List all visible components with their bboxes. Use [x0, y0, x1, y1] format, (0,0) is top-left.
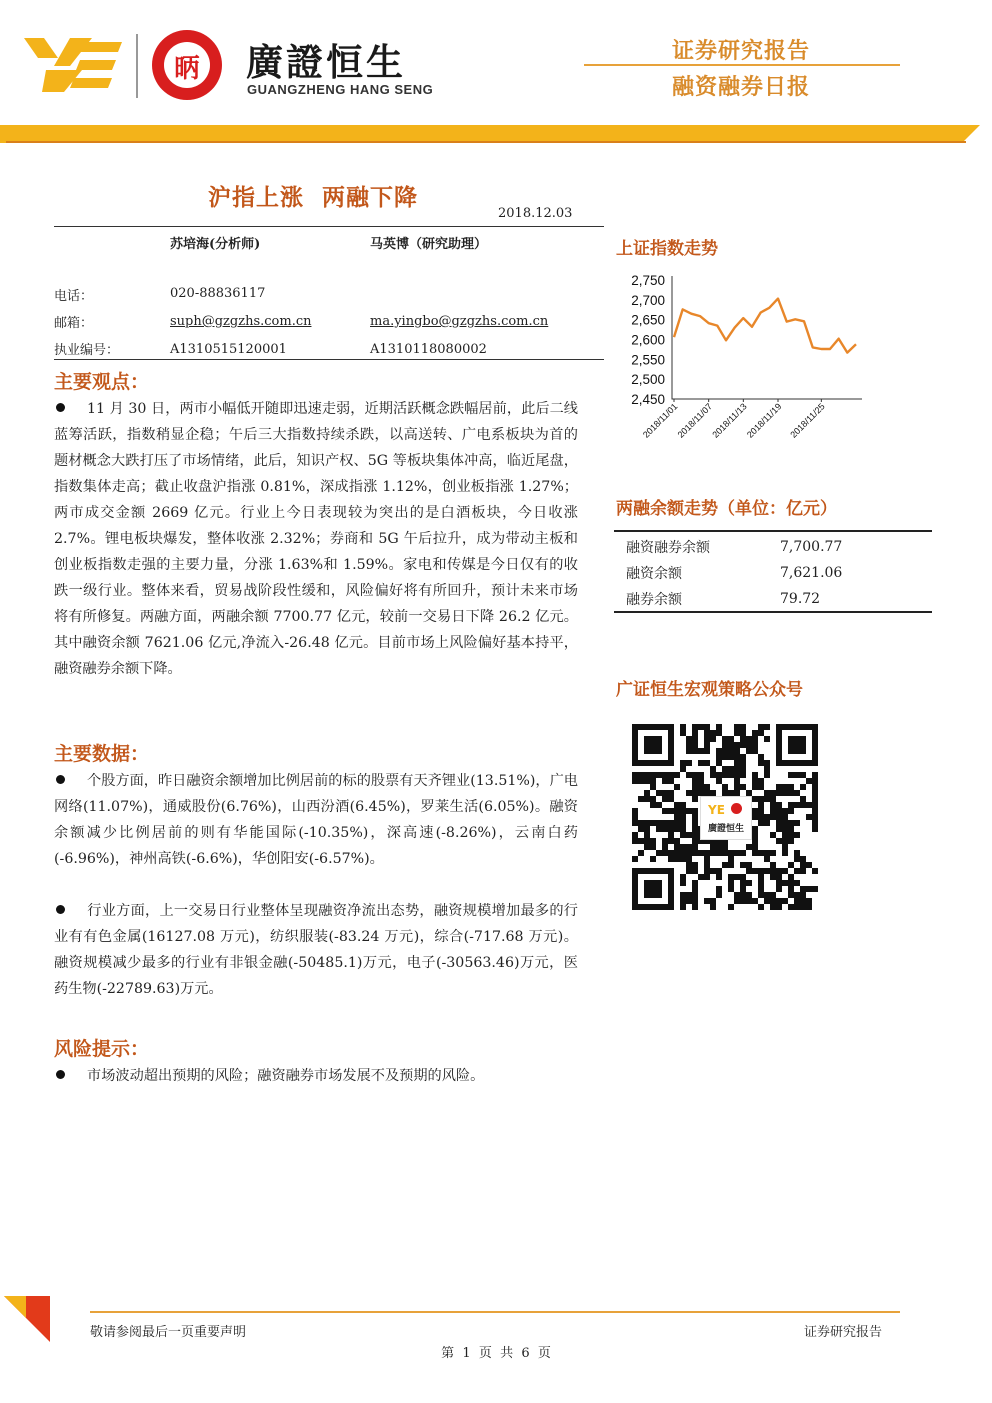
- seal-char: 昞: [173, 54, 200, 84]
- balance-value: 79.72: [780, 591, 821, 607]
- views-heading: 主要观点：: [54, 371, 150, 393]
- header-rule: [584, 64, 900, 66]
- balance-value: 7,621.06: [780, 565, 843, 581]
- x-tick-label: 2018/11/01: [640, 401, 680, 440]
- bullet-icon: [56, 905, 65, 914]
- y-tick-label: 2,650: [631, 312, 665, 328]
- chart-heading: 上证指数走势: [616, 239, 718, 259]
- brand-name-en: GUANGZHENG HANG SENG: [247, 82, 434, 97]
- views-text: 11 月 30 日，两市小幅低开随即迅速走弱，近期活跃概念跌幅居前，此后二线蓝筹活跃，指数稍显企稳；午后三大指数持续杀跌，以高送转、广电系板块为首的题材概念大跌打压了市场情绪，此后，知识产权、5G 等板块集体冲高，临近尾盘，指数集体走高；截止收盘沪指涨 0.81%，深成指涨 1.12%，创业板指涨 1.27%；两市成交金额 2669 亿元。行业上今日表现较为突出的是白酒板块，今日收涨 2.7%。锂电板块爆发，整体收涨 2.32%；券商和 5G 午后拉升，成为带动主板和创业板指数走强的主要力量，分涨 1.63%和 1.59%。家电和传媒是今日仅有的收跌一级行业。整体来看，贸易战阶段性缓和，风险偏好将有所回升，预计未来市场将有所修复。两融方面，两融余额 7700.77 亿元，较前一交易日下降 26.2 亿元。其中融资余额 7621.06 亿元,净流入-26.48 亿元。目前市场上风险偏好基本持平，融资融券余额下降。: [54, 401, 578, 677]
- balance-table-top-rule: [614, 530, 932, 532]
- y-tick-label: 2,500: [631, 372, 665, 388]
- data-paragraph-stocks: [54, 768, 578, 872]
- balance-value: 7,700.77: [780, 539, 843, 555]
- bullet-icon: [56, 1070, 65, 1079]
- author-analyst: 苏培海(分析师): [170, 237, 261, 252]
- risk-text: 市场波动超出预期的风险；融资融券市场发展不及预期的风险。: [87, 1068, 485, 1084]
- footer-corner-accent: [4, 1296, 26, 1318]
- brand-name-cn: 廣證恒生: [246, 41, 406, 84]
- qr-code-icon: [632, 724, 818, 910]
- y-tick-label: 2,550: [631, 352, 665, 368]
- header-band: [0, 125, 992, 147]
- footer-right: 证券研究报告: [804, 1325, 883, 1340]
- table-row: [626, 560, 842, 586]
- bullet-icon: [56, 775, 65, 784]
- qr-brand-text: 廣證恒生: [707, 824, 744, 834]
- risk-paragraph: [54, 1063, 578, 1089]
- balance-heading: 两融余额走势（单位：亿元）: [616, 499, 837, 519]
- balance-label: 融券余额: [626, 592, 682, 608]
- bullet-icon: [56, 403, 65, 412]
- balance-table-bottom-rule: [614, 611, 932, 613]
- header-divider: [136, 34, 138, 98]
- gzhs-logo-icon: [24, 36, 122, 94]
- x-tick-label: 2018/11/07: [675, 401, 715, 440]
- y-tick-label: 2,750: [631, 273, 665, 288]
- data-text-industry: 行业方面，上一交易日行业整体呈现融资净流出态势，融资规模增加最多的行业有有色金属(16127.08 万元)，纺织服装(-83.24 万元)，综合(-717.68 万元)。融资规模减少最多的行业有非银金融(-50485.1)万元，电子(-30563.46)万元，医药生物(-22789.63)万元。: [54, 903, 578, 997]
- qr-center-logo: YE 廣證恒生: [700, 796, 752, 840]
- balance-label: 融资余额: [626, 566, 682, 582]
- index-series-line: [674, 299, 856, 353]
- label-phone: 电话：: [54, 289, 94, 304]
- data-paragraph-industry: [54, 898, 578, 1002]
- cert-assistant: A1310118080002: [370, 342, 487, 357]
- risk-heading: 风险提示：: [54, 1038, 150, 1060]
- label-cert: 执业编号：: [54, 343, 120, 358]
- title-rule: [54, 226, 604, 227]
- author-assistant: 马英博（研究助理）: [370, 237, 488, 252]
- table-row: [626, 534, 842, 560]
- x-tick-label: 2018/11/13: [710, 401, 749, 440]
- y-tick-label: 2,600: [631, 332, 665, 348]
- footer-rule: [90, 1311, 900, 1313]
- email-analyst-link[interactable]: suph@gzgzhs.com.cn: [170, 314, 312, 329]
- seal-logo-icon: [152, 30, 222, 100]
- x-tick-label: 2018/11/19: [744, 401, 784, 440]
- data-text-stocks: 个股方面，昨日融资余额增加比例居前的标的股票有天齐锂业(13.51%)，广电网络(11.07%)，通威股份(6.76%)，山西汾酒(6.45%)，罗莱生活(6.05%)。融资余额减少比例居前的则有华能国际(-10.35%)，深高速(-8.26%)，云南白药(-6.96%)，神州高铁(-6.6%)，华创阳安(-6.57%)。: [54, 773, 578, 867]
- y-tick-label: 2,450: [631, 392, 665, 407]
- balance-label: 融资融券余额: [626, 540, 710, 556]
- label-email: 邮箱：: [54, 316, 94, 331]
- qr-heading: 广证恒生宏观策略公众号: [616, 680, 803, 700]
- balance-table: [626, 534, 842, 612]
- report-name: 融资融券日报: [672, 75, 811, 100]
- page-number: 第 1 页 共 6 页: [441, 1346, 551, 1361]
- cert-analyst: A1310515120001: [170, 342, 287, 357]
- doc-date: 2018.12.03: [498, 206, 573, 221]
- table-row: [626, 586, 842, 612]
- phone-value: 020-88836117: [170, 286, 266, 301]
- views-paragraph: [54, 396, 578, 682]
- data-heading: 主要数据：: [54, 743, 150, 765]
- report-type: 证券研究报告: [672, 39, 811, 64]
- index-line-chart: [610, 268, 900, 458]
- footer-notice: 敬请参阅最后一页重要声明: [90, 1325, 247, 1340]
- email-assistant-link[interactable]: ma.yingbo@gzgzhs.com.cn: [370, 314, 549, 329]
- chart-axes: [672, 276, 862, 399]
- x-tick-label: 2018/11/25: [788, 401, 827, 440]
- author-rule: [54, 359, 604, 360]
- doc-title: 沪指上涨 两融下降: [208, 185, 419, 211]
- y-tick-label: 2,700: [631, 292, 665, 308]
